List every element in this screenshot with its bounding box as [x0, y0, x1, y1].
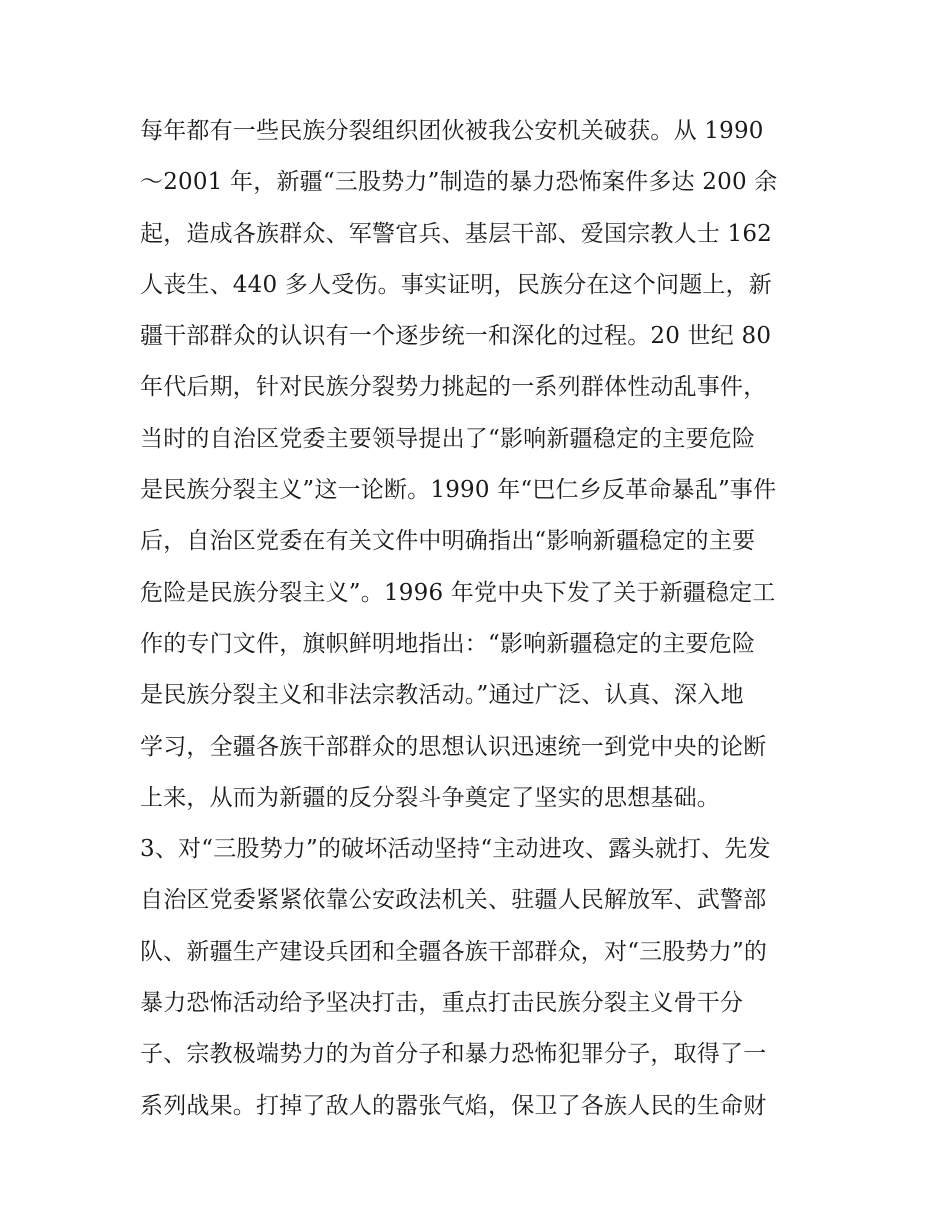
text-line: 年代后期，针对民族分裂势力挑起的一系列群体性动乱事件，: [140, 374, 767, 401]
text-line: 3、对“三股势力”的破坏活动坚持“主动进攻、露头就打、先发: [140, 836, 771, 863]
text-line: 作的专门文件，旗帜鲜明地指出：“影响新疆稳定的主要危险: [140, 630, 756, 657]
text-line: 子、宗教极端势力的为首分子和暴力恐怖犯罪分子，取得了一: [140, 1041, 767, 1068]
text-line: 上来，从而为新疆的反分裂斗争奠定了坚实的思想基础。: [140, 784, 720, 811]
text-line: 是民族分裂主义”这一论断。1990 年“巴仁乡反革命暴乱”事件: [140, 477, 777, 504]
text-line: 后，自治区党委在有关文件中明确指出“影响新疆稳定的主要: [140, 528, 756, 555]
text-line: 当时的自治区党委主要领导提出了“影响新疆稳定的主要危险: [140, 425, 756, 452]
text-line: 暴力恐怖活动给予坚决打击，重点打击民族分裂主义骨干分: [140, 990, 744, 1017]
body-text: [140, 106, 820, 1132]
text-line: 每年都有一些民族分裂组织团伙被我公安机关破获。从 1990: [140, 118, 764, 144]
text-line: 队、新疆生产建设兵团和全疆各族干部群众，对“三股势力”的: [140, 938, 768, 965]
text-line: 系列战果。打掉了敌人的嚣张气焰，保卫了各族人民的生命财: [140, 1092, 767, 1119]
text-line: 人丧生、440 多人受伤。事实证明，民族分在这个问题上，新: [140, 271, 773, 298]
text-line: 是民族分裂主义和非法宗教活动。”通过广泛、认真、深入地: [140, 682, 744, 709]
text-line: 起，造成各族群众、军警官兵、基层干部、爱国宗教人士 162: [140, 220, 773, 247]
text-line: ～2001 年，新疆“三股势力”制造的暴力恐怖案件多达 200 余: [140, 169, 778, 196]
text-line: 自治区党委紧紧依靠公安政法机关、驻疆人民解放军、武警部: [140, 887, 767, 914]
text-line: 危险是民族分裂主义”。1996 年党中央下发了关于新疆稳定工: [140, 579, 776, 606]
text-line: 学习，全疆各族干部群众的思想认识迅速统一到党中央的论断: [140, 733, 767, 760]
text-line: 疆干部群众的认识有一个逐步统一和深化的过程。20 世纪 80: [140, 323, 772, 350]
